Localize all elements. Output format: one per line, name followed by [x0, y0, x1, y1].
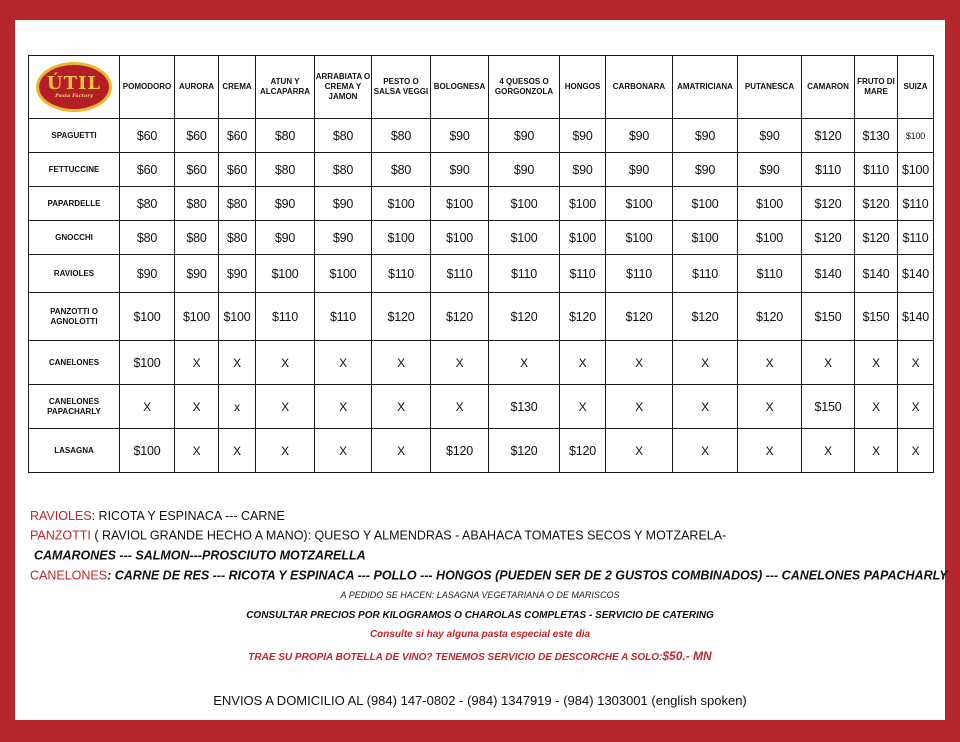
price-cell: X — [372, 385, 431, 429]
price-cell: X — [606, 429, 673, 473]
price-cell: $100 — [606, 187, 673, 221]
price-cell: $130 — [489, 385, 560, 429]
ravioles-label: RAVIOLES — [30, 508, 92, 523]
price-cell: $140 — [898, 293, 934, 341]
sauce-header: POMODORO — [120, 56, 175, 119]
price-table — [28, 55, 934, 473]
price-cell: X — [315, 385, 372, 429]
envios-note: ENVIOS A DOMICILIO AL (984) 147-0802 - (984) 1347919 - (984) 1303001 (english spoken) — [213, 693, 747, 708]
pasta-name: CANELONES PAPACHARLY — [29, 385, 120, 429]
price-cell: $120 — [606, 293, 673, 341]
price-cell: $100 — [898, 153, 934, 187]
ravioles-text: : RICOTA Y ESPINACA --- CARNE — [91, 508, 285, 523]
price-cell: X — [855, 341, 898, 385]
vino-note — [15, 649, 945, 663]
price-cell: $100 — [898, 119, 934, 153]
consultar-note: CONSULTAR PRECIOS POR KILOGRAMOS O CHAROLAS COMPLETAS - SERVICIO DE CATERING — [246, 610, 714, 621]
price-cell: $120 — [802, 119, 855, 153]
vino-price: $50.- MN — [662, 649, 712, 663]
price-cell: X — [315, 341, 372, 385]
price-cell: $80 — [219, 187, 256, 221]
sauce-header: FRUTO DI MARE — [855, 56, 898, 119]
price-cell: $120 — [431, 429, 489, 473]
price-cell: $90 — [489, 119, 560, 153]
price-cell: $110 — [256, 293, 315, 341]
price-cell: $100 — [219, 293, 256, 341]
pasta-name: LASAGNA — [29, 429, 120, 473]
price-cell: $150 — [802, 385, 855, 429]
price-cell: X — [673, 429, 738, 473]
price-cell: $60 — [120, 119, 175, 153]
price-cell: $80 — [219, 221, 256, 255]
price-cell: $90 — [219, 255, 256, 293]
table-row — [29, 385, 934, 429]
price-cell: X — [219, 341, 256, 385]
price-cell: x — [219, 385, 256, 429]
price-cell: $60 — [175, 153, 219, 187]
price-cell: $100 — [738, 221, 802, 255]
price-cell: X — [489, 341, 560, 385]
price-cell: X — [175, 429, 219, 473]
logo-text: ÚTIL — [46, 73, 102, 94]
price-cell: $100 — [431, 221, 489, 255]
price-cell: $120 — [489, 429, 560, 473]
price-cell: $110 — [560, 255, 606, 293]
sauce-header-row — [29, 56, 934, 119]
price-cell: $100 — [560, 221, 606, 255]
price-cell: $120 — [560, 293, 606, 341]
price-cell: X — [855, 385, 898, 429]
price-cell: $90 — [738, 153, 802, 187]
canelones-label: CANELONES — [30, 568, 108, 583]
price-cell: $90 — [431, 119, 489, 153]
price-cell: X — [372, 429, 431, 473]
price-cell: $120 — [738, 293, 802, 341]
price-cell: $80 — [175, 221, 219, 255]
price-cell: $100 — [256, 255, 315, 293]
price-cell: $90 — [489, 153, 560, 187]
price-cell: X — [898, 429, 934, 473]
pasta-name: RAVIOLES — [29, 255, 120, 293]
price-cell: $120 — [802, 221, 855, 255]
price-cell: X — [560, 341, 606, 385]
price-cell: X — [738, 429, 802, 473]
price-cell: $110 — [372, 255, 431, 293]
sauce-header: 4 QUESOS O GORGONZOLA — [489, 56, 560, 119]
sauce-header: AURORA — [175, 56, 219, 119]
price-cell: $120 — [802, 187, 855, 221]
price-cell: $90 — [256, 187, 315, 221]
price-cell: $90 — [315, 221, 372, 255]
price-cell: $100 — [738, 187, 802, 221]
table-row — [29, 153, 934, 187]
pasta-name: GNOCCHI — [29, 221, 120, 255]
sauce-header: AMATRICIANA — [673, 56, 738, 119]
pasta-name: PAPARDELLE — [29, 187, 120, 221]
price-cell: X — [175, 385, 219, 429]
canelones-note — [30, 566, 948, 586]
sauce-header: PESTO O SALSA VEGGI — [372, 56, 431, 119]
price-cell: X — [606, 385, 673, 429]
price-cell: $90 — [673, 119, 738, 153]
price-cell: X — [898, 385, 934, 429]
ravioles-note — [30, 506, 930, 526]
price-cell: X — [219, 429, 256, 473]
price-cell: X — [256, 341, 315, 385]
panzotti-note — [30, 526, 930, 546]
price-cell: $120 — [855, 187, 898, 221]
price-cell: $110 — [738, 255, 802, 293]
price-cell: $80 — [315, 119, 372, 153]
price-cell: $90 — [431, 153, 489, 187]
price-cell: $110 — [431, 255, 489, 293]
price-cell: $110 — [898, 187, 934, 221]
price-cell: $150 — [802, 293, 855, 341]
pasta-name: SPAGUETTI — [29, 119, 120, 153]
price-cell: $90 — [738, 119, 802, 153]
price-cell: $90 — [560, 153, 606, 187]
price-cell: $80 — [175, 187, 219, 221]
panzotti-label: PANZOTTI — [30, 528, 91, 543]
price-cell: $110 — [489, 255, 560, 293]
price-cell: X — [855, 429, 898, 473]
price-cell: X — [431, 341, 489, 385]
table-row — [29, 341, 934, 385]
pasta-name: FETTUCCINE — [29, 153, 120, 187]
panzotti-note-2: CAMARONES --- SALMON---PROSCIUTO MOTZARELLA — [34, 548, 366, 563]
price-cell: $110 — [673, 255, 738, 293]
sauce-header: SUIZA — [898, 56, 934, 119]
table-row — [29, 255, 934, 293]
table-row — [29, 119, 934, 153]
price-cell: $60 — [219, 153, 256, 187]
price-cell: $80 — [315, 153, 372, 187]
table-row — [29, 429, 934, 473]
price-cell: $90 — [673, 153, 738, 187]
price-cell: $110 — [802, 153, 855, 187]
panzotti-text: ( RAVIOL GRANDE HECHO A MANO): QUESO Y ALMENDRAS - ABAHACA TOMATES SECOS Y MOTZARELA- — [90, 528, 727, 543]
price-cell: $100 — [431, 187, 489, 221]
sauce-header: CAMARON — [802, 56, 855, 119]
price-cell: $90 — [606, 119, 673, 153]
price-cell: $120 — [431, 293, 489, 341]
price-cell: $110 — [315, 293, 372, 341]
price-cell: $110 — [606, 255, 673, 293]
sauce-header: HONGOS — [560, 56, 606, 119]
sauce-header: PUTANESCA — [738, 56, 802, 119]
price-cell: $90 — [606, 153, 673, 187]
price-cell: $90 — [560, 119, 606, 153]
price-cell: X — [898, 341, 934, 385]
price-cell: $140 — [898, 255, 934, 293]
table-row — [29, 293, 934, 341]
price-cell: $120 — [673, 293, 738, 341]
price-cell: X — [673, 385, 738, 429]
price-cell: X — [175, 341, 219, 385]
price-cell: $80 — [372, 153, 431, 187]
sauce-header: CARBONARA — [606, 56, 673, 119]
price-cell: $100 — [673, 221, 738, 255]
pasta-notes — [30, 506, 948, 586]
price-cell: $80 — [120, 187, 175, 221]
price-cell: $90 — [120, 255, 175, 293]
price-cell: $150 — [855, 293, 898, 341]
price-cell: $130 — [855, 119, 898, 153]
price-cell: X — [315, 429, 372, 473]
util-logo — [36, 62, 112, 112]
price-cell: $120 — [489, 293, 560, 341]
table-row — [29, 187, 934, 221]
price-cell: $100 — [175, 293, 219, 341]
price-cell: X — [372, 341, 431, 385]
logo-cell — [29, 56, 120, 119]
price-cell: X — [256, 429, 315, 473]
logo-tagline: Pasta Factory — [55, 93, 93, 99]
price-cell: $100 — [315, 255, 372, 293]
price-cell: $110 — [898, 221, 934, 255]
price-cell: $100 — [489, 187, 560, 221]
price-cell: $80 — [372, 119, 431, 153]
price-cell: X — [256, 385, 315, 429]
price-cell: X — [606, 341, 673, 385]
price-cell: $60 — [219, 119, 256, 153]
pedido-note: A PEDIDO SE HACEN: LASAGNA VEGETARIANA O DE MARISCOS — [340, 590, 620, 600]
price-cell: $100 — [372, 187, 431, 221]
price-cell: $120 — [855, 221, 898, 255]
pasta-name: PANZOTTI O AGNOLOTTI — [29, 293, 120, 341]
price-cell: $140 — [855, 255, 898, 293]
table-row — [29, 221, 934, 255]
price-cell: $80 — [256, 119, 315, 153]
price-cell: $100 — [120, 429, 175, 473]
price-cell: $120 — [372, 293, 431, 341]
canelones-text: : CARNE DE RES --- RICOTA Y ESPINACA --- POLLO --- HONGOS (PUEDEN SER DE 2 GUSTOS COMBINADOS) --- CANELONES PAPACHARLY — [107, 568, 948, 583]
price-cell: $90 — [256, 221, 315, 255]
price-cell: $60 — [175, 119, 219, 153]
price-cell: $100 — [560, 187, 606, 221]
price-cell: X — [738, 385, 802, 429]
price-cell: $90 — [175, 255, 219, 293]
price-cell: X — [560, 385, 606, 429]
price-cell: X — [738, 341, 802, 385]
price-cell: $100 — [606, 221, 673, 255]
price-cell: $100 — [372, 221, 431, 255]
price-cell: $140 — [802, 255, 855, 293]
price-cell: $100 — [120, 341, 175, 385]
vino-text: TRAE SU PROPIA BOTELLA DE VINO? TENEMOS SERVICIO DE DESCORCHE A SOLO: — [248, 652, 663, 663]
price-cell: X — [802, 341, 855, 385]
price-cell: $60 — [120, 153, 175, 187]
price-cell: X — [673, 341, 738, 385]
pasta-name: CANELONES — [29, 341, 120, 385]
price-cell: $110 — [855, 153, 898, 187]
price-cell: X — [802, 429, 855, 473]
price-cell: X — [120, 385, 175, 429]
price-cell: $90 — [315, 187, 372, 221]
price-cell: $100 — [489, 221, 560, 255]
price-cell: $100 — [120, 293, 175, 341]
price-cell: $80 — [120, 221, 175, 255]
price-cell: X — [431, 385, 489, 429]
especial-note: Consulte si hay alguna pasta especial este dia — [369, 629, 591, 640]
price-cell: $100 — [673, 187, 738, 221]
price-cell: $80 — [256, 153, 315, 187]
sauce-header: ARRABIATA O CREMA Y JAMON — [315, 56, 372, 119]
menu-card — [15, 20, 948, 720]
sauce-header: CREMA — [219, 56, 256, 119]
price-cell: $120 — [560, 429, 606, 473]
sauce-header: BOLOGNESA — [431, 56, 489, 119]
sauce-header: ATUN Y ALCAPARRA — [256, 56, 315, 119]
